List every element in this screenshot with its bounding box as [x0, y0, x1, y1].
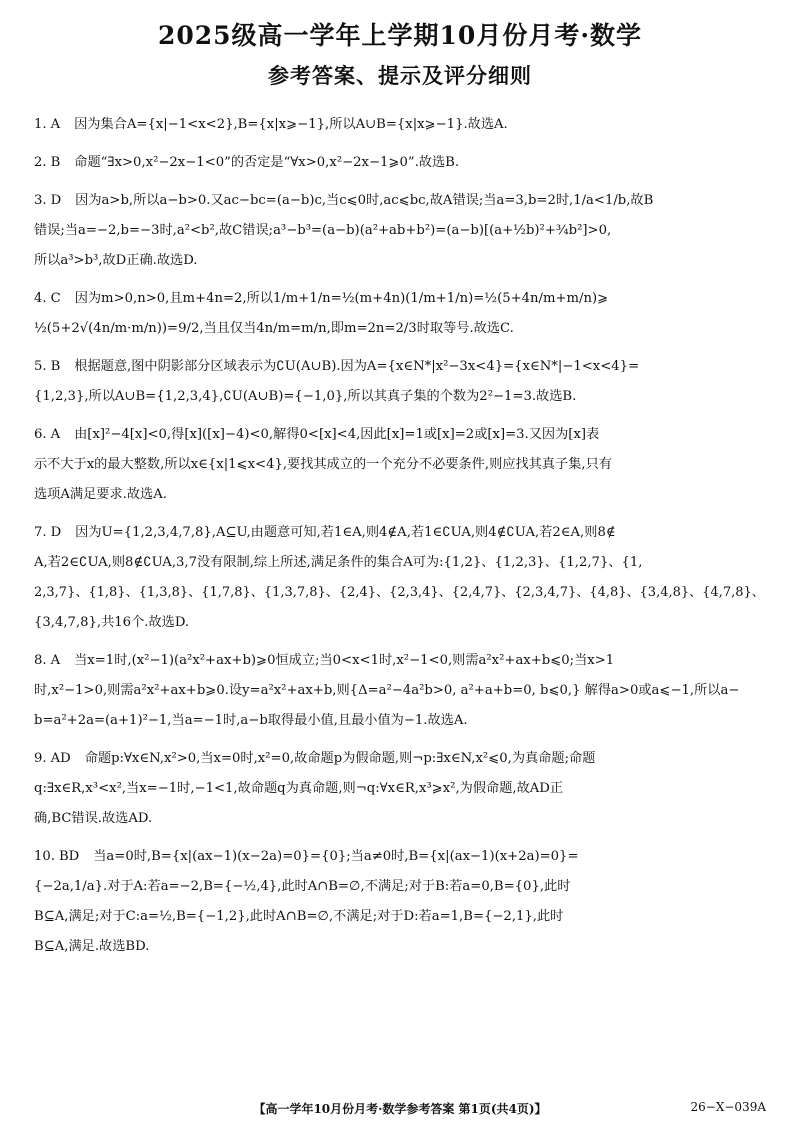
answer-line	[34, 314, 766, 344]
explanation-text: 命题“∃x>0,x²−2x−1<0”的否定是“∀x>0,x²−2x−1⩾0”.故选B.	[74, 155, 460, 170]
answer-list	[34, 110, 766, 962]
answer-item	[34, 284, 766, 344]
answer-choice: AD	[50, 751, 71, 766]
explanation-text: 命题p:∀x∈N,x²>0,当x=0时,x²=0,故命题p为假命题,则¬p:∃x∈N,x²⩽0,为真命题;命题	[84, 751, 596, 766]
explanation-text: 示不大于x的最大整数,所以x∈{x|1⩽x<4},要找其成立的一个充分不必要条件,则应找其真子集,只有	[34, 457, 612, 472]
answer-line	[34, 518, 766, 548]
answer-line	[34, 480, 766, 510]
answer-choice: B	[50, 359, 61, 374]
question-number: 1.	[34, 117, 47, 132]
answer-line	[34, 804, 766, 834]
explanation-text: B⊆A,满足.故选BD.	[34, 939, 150, 954]
question-number: 3.	[34, 193, 47, 208]
explanation-text: 当a=0时,B={x|(ax−1)(x−2a)=0}={0};当a≠0时,B={x|(ax−1)(x+2a)=0}=	[93, 849, 579, 864]
explanation-text: 错误;当a=−2,b=−3时,a²<b²,故C错误;a³−b³=(a−b)(a²+ab+b²)=(a−b)[(a+½b)²+¾b²]>0,	[34, 223, 612, 238]
answer-line	[34, 110, 766, 140]
answer-choice: A	[50, 117, 61, 132]
question-number: 10.	[34, 849, 55, 864]
explanation-text: 确,BC错误.故选AD.	[34, 811, 153, 826]
explanation-text: 由[x]²−4[x]<0,得[x]([x]−4)<0,解得0<[x]<4,因此[x]=1或[x]=2或[x]=3.又因为[x]表	[74, 427, 600, 442]
answer-choice: A	[50, 427, 61, 442]
answer-line	[34, 148, 766, 178]
answer-line	[34, 608, 766, 638]
answer-line	[34, 186, 766, 216]
answer-line	[34, 706, 766, 736]
answer-line	[34, 676, 766, 706]
answer-choice: C	[50, 291, 61, 306]
answer-line	[34, 216, 766, 246]
question-number: 9.	[34, 751, 47, 766]
answer-choice: D	[50, 193, 62, 208]
explanation-text: 选项A满足要求.故选A.	[34, 487, 167, 502]
answer-choice: D	[50, 525, 62, 540]
question-number: 8.	[34, 653, 47, 668]
explanation-text: ½(5+2√(4n/m·m/n))=9/2,当且仅当4n/m=m/n,即m=2n=2/3时取等号.故选C.	[34, 321, 514, 336]
explanation-text: 因为m>0,n>0,且m+4n=2,所以1/m+1/n=½(m+4n)(1/m+1/n)=½(5+4n/m+m/n)⩾	[74, 291, 609, 306]
explanation-text: q:∃x∈R,x³<x²,当x=−1时,−1<1,故命题q为真命题,则¬q:∀x∈R,x³⩾x²,为假命题,故AD正	[34, 781, 564, 796]
explanation-text: 时,x²−1>0,则需a²x²+ax+b⩾0.设y=a²x²+ax+b,则{Δ=a²−4a²b>0, a²+a+b=0, b⩽0,} 解得a>0或a⩽−1,所以a−	[34, 683, 740, 698]
answer-line	[34, 578, 766, 608]
answer-item	[34, 110, 766, 140]
answer-line	[34, 872, 766, 902]
answer-item	[34, 842, 766, 962]
answer-line	[34, 246, 766, 276]
answer-choice: BD	[58, 849, 80, 864]
answer-item	[34, 148, 766, 178]
explanation-text: 因为集合A={x|−1<x<2},B={x|x⩾−1},所以A∪B={x|x⩾−1}.故选A.	[74, 117, 508, 132]
answer-line	[34, 548, 766, 578]
explanation-text: 所以a³>b³,故D正确.故选D.	[34, 253, 198, 268]
answer-line	[34, 352, 766, 382]
explanation-text: 当x=1时,(x²−1)(a²x²+ax+b)⩾0恒成立;当0<x<1时,x²−1<0,则需a²x²+ax+b⩽0;当x>1	[74, 653, 615, 668]
answer-line	[34, 902, 766, 932]
answer-item	[34, 352, 766, 412]
answer-line	[34, 420, 766, 450]
answer-line	[34, 744, 766, 774]
answer-item	[34, 646, 766, 736]
answer-line	[34, 284, 766, 314]
explanation-text: 根据题意,图中阴影部分区域表示为∁U(A∪B).因为A={x∈N*|x²−3x<4}={x∈N*|−1<x<4}=	[74, 359, 640, 374]
answer-item	[34, 420, 766, 510]
answer-item	[34, 518, 766, 638]
footer-code: 26−X−039A	[690, 1100, 766, 1114]
explanation-text: A,若2∈∁UA,则8∉∁UA,3,7没有限制,综上所述,满足条件的集合A可为:{1,2}、{1,2,3}、{1,2,7}、{1,	[34, 555, 643, 570]
explanation-text: {−2a,1/a}.对于A:若a=−2,B={−½,4},此时A∩B=∅,不满足;对于B:若a=0,B={0},此时	[34, 879, 571, 894]
question-number: 5.	[34, 359, 47, 374]
answer-line	[34, 382, 766, 412]
explanation-text: {1,2,3},所以A∪B={1,2,3,4},∁U(A∪B)={−1,0},所以其真子集的个数为2²−1=3.故选B.	[34, 389, 577, 404]
answer-item	[34, 744, 766, 834]
answer-line	[34, 932, 766, 962]
explanation-text: 因为a>b,所以a−b>0.又ac−bc=(a−b)c,当c⩽0时,ac⩽bc,故A错误;当a=3,b=2时,1/a<1/b,故B	[75, 193, 654, 208]
question-number: 2.	[34, 155, 47, 170]
explanation-text: {3,4,7,8},共16个.故选D.	[34, 615, 190, 630]
answer-line	[34, 842, 766, 872]
explanation-text: b=a²+2a=(a+1)²−1,当a=−1时,a−b取得最小值,且最小值为−1.故选A.	[34, 713, 468, 728]
question-number: 6.	[34, 427, 47, 442]
explanation-text: 因为U={1,2,3,4,7,8},A⊆U,由题意可知,若1∈A,则4∉A,若1∈∁UA,则4∉∁UA,若2∈A,则8∉	[75, 525, 616, 540]
answer-choice: B	[50, 155, 61, 170]
answer-line	[34, 450, 766, 480]
answer-line	[34, 646, 766, 676]
answer-choice: A	[50, 653, 61, 668]
question-number: 7.	[34, 525, 47, 540]
footer-page-info: 【高一学年10月份月考·数学参考答案 第1页(共4页)】	[253, 1102, 547, 1116]
page-subtitle: 参考答案、提示及评分细则	[268, 63, 532, 88]
explanation-text: B⊆A,满足;对于C:a=½,B={−1,2},此时A∩B=∅,不满足;对于D:若a=1,B={−2,1},此时	[34, 909, 564, 924]
page-title: 2025级高一学年上学期10月份月考·数学	[157, 21, 643, 50]
answer-line	[34, 774, 766, 804]
answer-item	[34, 186, 766, 276]
explanation-text: 2,3,7}、{1,8}、{1,3,8}、{1,7,8}、{1,3,7,8}、{2,4}、{2,3,4}、{2,4,7}、{2,3,4,7}、{4,8}、{3,4,8}、{4,7,8}、	[34, 585, 765, 600]
question-number: 4.	[34, 291, 47, 306]
